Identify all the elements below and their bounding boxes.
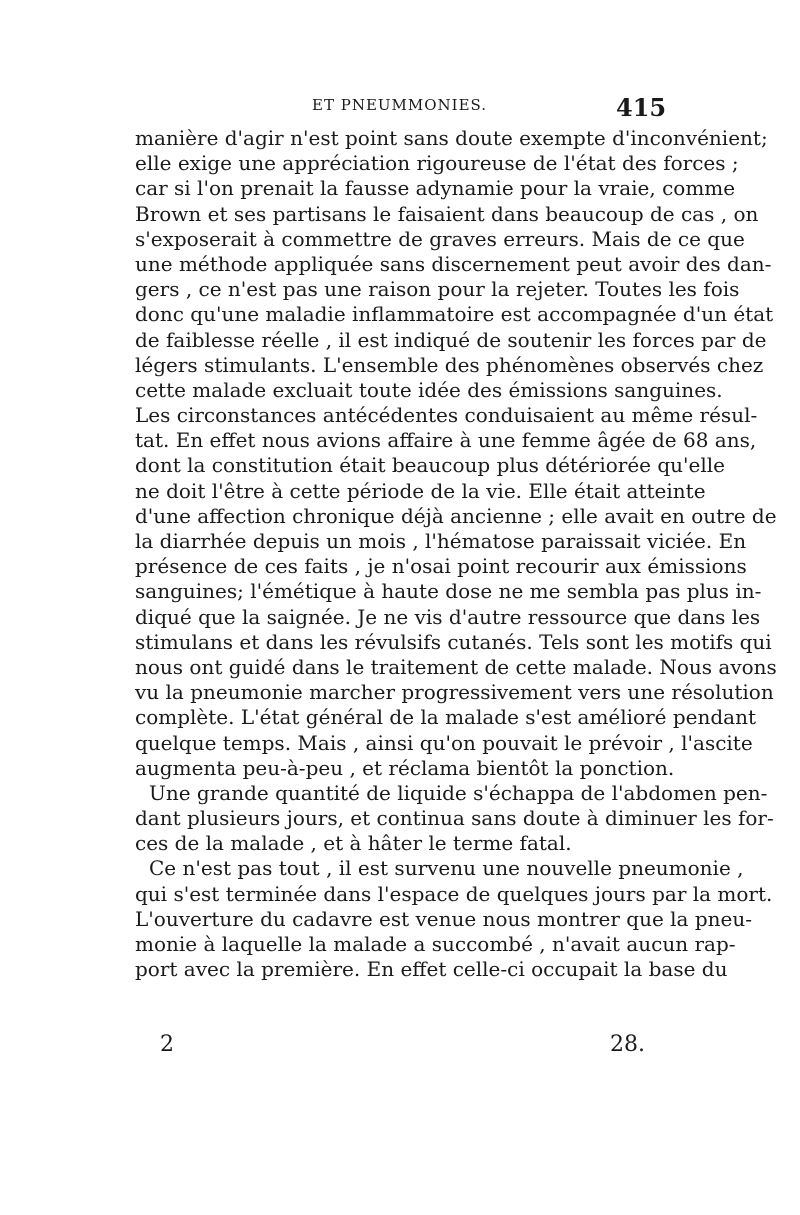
text-line: la diarrhée depuis un mois , l'hématose paraissait viciée. En <box>135 529 747 553</box>
text-line: légers stimulants. L'ensemble des phénomènes observés chez <box>135 352 764 377</box>
text-line: Ce n'est pas tout , il est survenu une nouvelle pneumonie , <box>149 856 744 881</box>
signature-mark: 2 <box>160 1032 174 1057</box>
running-head: ET PNEUMMONIES. <box>312 96 488 114</box>
body-text <box>135 126 777 982</box>
text-line: diqué que la saignée. Je ne vis d'autre ressource que dans les <box>135 604 761 629</box>
text-line: port avec la première. En effet celle-ci occupait la base du <box>135 957 728 982</box>
text-line: ne doit l'être à cette période de la vie. Elle était atteinte <box>135 478 706 503</box>
text-line: une méthode appliquée sans discernement peut avoir des dan- <box>135 251 772 276</box>
text-line: tat. En effet nous avions affaire à une femme âgée de 68 ans, <box>135 428 757 453</box>
text-line: dont la constitution était beaucoup plus détériorée qu'elle <box>135 453 726 478</box>
text-line: d'une affection chronique déjà ancienne ; elle avait en outre de <box>135 503 777 528</box>
text-line: gers , ce n'est pas une raison pour la rejeter. Toutes les fois <box>135 277 740 302</box>
text-line: elle exige une appréciation rigoureuse de l'état des forces ; <box>135 151 739 176</box>
text-line: Une grande quantité de liquide s'échappa de l'abdomen pen- <box>149 780 768 805</box>
text-line: stimulans et dans les révulsifs cutanés. Tels sont les motifs qui <box>135 629 772 654</box>
text-line: Les circonstances antécédentes conduisaient au même résul- <box>135 403 758 428</box>
text-line: ces de la malade , et à hâter le terme fatal. <box>135 831 572 856</box>
text-line: sanguines; l'émétique à haute dose ne me sembla pas plus in- <box>135 579 762 604</box>
text-line: donc qu'une maladie inflammatoire est accompagnée d'un état <box>135 302 774 327</box>
text-line: présence de ces faits , je n'osai point recourir aux émissions <box>135 554 747 579</box>
text-line: manière d'agir n'est point sans doute exempte d'inconvénient; <box>135 126 768 150</box>
text-line: s'exposerait à commettre de graves erreurs. Mais de ce que <box>135 226 745 251</box>
text-line: dant plusieurs jours, et continua sans doute à diminuer les for- <box>135 806 774 831</box>
text-line: augmenta peu-à-peu , et réclama bientôt la ponction. <box>135 755 675 780</box>
text-line: Brown et ses partisans le faisaient dans beaucoup de cas , on <box>135 201 759 226</box>
text-line: de faiblesse réelle , il est indiqué de soutenir les forces par de <box>135 327 767 352</box>
text-line: qui s'est terminée dans l'espace de quelques jours par la mort. <box>135 881 773 906</box>
text-line: cette malade excluait toute idée des émissions sanguines. <box>135 377 723 402</box>
text-line: L'ouverture du cadavre est venue nous montrer que la pneu- <box>135 906 752 931</box>
page-number: 415 <box>616 93 667 122</box>
text-line: complète. L'état général de la malade s'est amélioré pendant <box>135 705 757 730</box>
text-line: quelque temps. Mais , ainsi qu'on pouvait le prévoir , l'ascite <box>135 730 753 755</box>
text-line: vu la pneumonie marcher progressivement vers une résolution <box>135 680 774 705</box>
sheet-number: 28. <box>610 1032 645 1057</box>
text-line: monie à laquelle la malade a succombé , n'avait aucun rap- <box>135 932 736 956</box>
text-line: car si l'on prenait la fausse adynamie pour la vraie, comme <box>135 176 736 201</box>
text-line: nous ont guidé dans le traitement de cette malade. Nous avons <box>135 654 777 679</box>
